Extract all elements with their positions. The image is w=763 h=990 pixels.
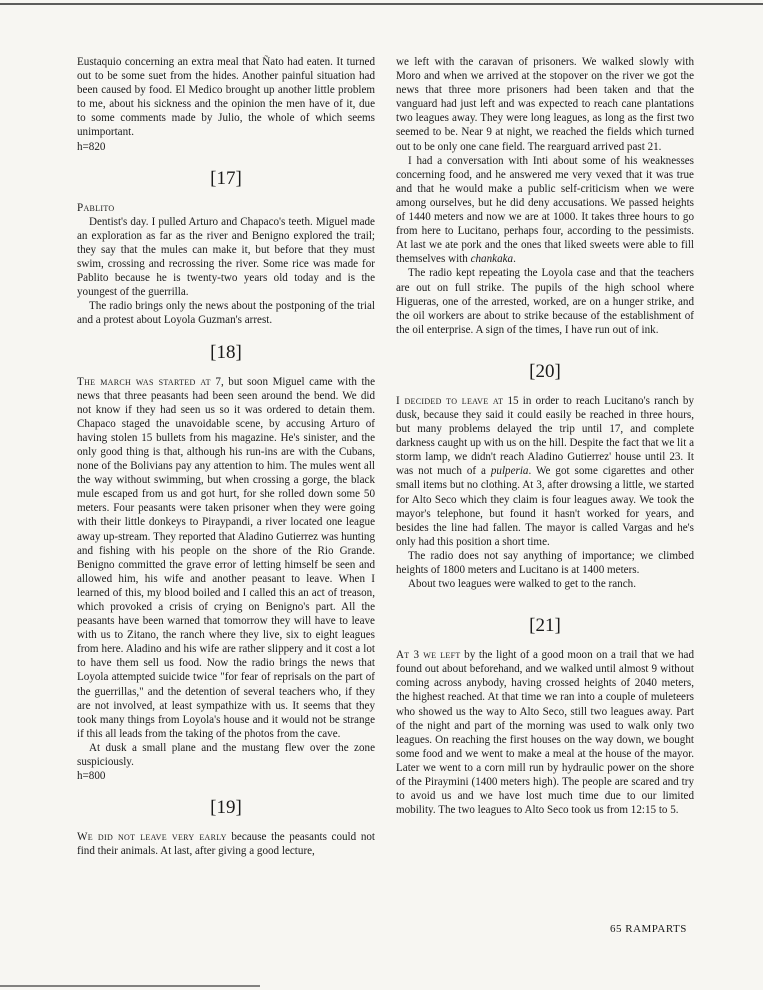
- entry-heading-20: [20]: [529, 360, 561, 382]
- paragraph-text: because the peasants could not find their animals. At last, after giving a good lecture,: [77, 831, 375, 858]
- scan-bottom-rule: [0, 985, 260, 987]
- paragraph: About two leagues were walked to get to the ranch.: [408, 578, 636, 591]
- lead-in: I decided to leave at: [396, 394, 504, 407]
- paragraph: The radio brings only the news about the postponing of the trial and a protest about Loyola Guzman's arrest.: [77, 300, 375, 327]
- page-folio: 65 RAMPARTS: [610, 923, 687, 935]
- paragraph-text: by the light of a good moon on a trail that we had found out about beforehand, and we walked until almost 9 without coming across anybody, having crossed heights of 2040 meters, the highest reached. At that time we ran into a couple of muleteers who showed us the way to Alto Seco, still two leagues away. Part of the night and part of the morning was used to walk only two leagues. On reaching the first houses on the way down, we bought some food and we went to make a meal at the house of the mayor. Later we went to a corn mill run by hydraulic power on the shore of the Piraymini (1400 meters high). The people are scared and try to avoid us and we have lost much time due to our limited mobility. The two leagues to Alto Seco took us from 12:15 to 5.: [396, 649, 694, 817]
- paragraph: [77, 830, 375, 858]
- paragraph: Dentist's day. I pulled Arturo and Chapaco's teeth. Miguel made an exploration as far as the river and Benigno explored the trail; they say that the mules can make it, but before that they must swim, crossing and recrossing the river. Some rice was made for Pablito because he is twenty-two years old today and is the youngest of the guerrilla.: [77, 215, 375, 299]
- italic-term: pulperia: [490, 465, 529, 478]
- entry-heading-19: [19]: [210, 797, 242, 819]
- left-column: [77, 55, 375, 858]
- paragraph: Eustaquio concerning an extra meal that Ñato had eaten. It turned out to be some suet from the hides. Another painful situation had been caused by food. El Medico brought up another little problem to me, about his sickness and the opinion the men have of it, due to some comments made by Julio, the whole of which seems unimportant.: [77, 56, 375, 139]
- entry-heading-21: [21]: [529, 615, 561, 637]
- italic-term: chankaka: [470, 253, 514, 266]
- entry-heading-18: [18]: [210, 341, 242, 363]
- lead-in: The march was started at: [77, 375, 211, 388]
- lead-in: At 3 we left: [396, 649, 461, 662]
- paragraph: [77, 375, 375, 741]
- paragraph: [396, 154, 694, 267]
- scan-top-rule: [0, 3, 763, 5]
- paragraph: [396, 394, 694, 549]
- paragraph-text: . We got some cigarettes and other small items but no clothing. At 3, after drowsing a little, we started for Alto Seco which they claim is four leagues away. We took the mayor's telephone, but found it hasn't worked for years, and besides the line had fallen. The mayor is called Vargas and he's only had this position a short time.: [396, 465, 694, 548]
- paragraph-text: 15 in order to reach Lucitano's ranch by dusk, because they said it could easily be reached in three hours, but many problems delayed the trip until 17, and complete darkness caught up with us on the hill. Despite the fact that we lit a storm lamp, we didn't reach Aladino Gutierrez' house until 23. It was not much of a: [396, 394, 694, 478]
- entry-heading-17: [17]: [210, 167, 242, 189]
- paragraph: The radio does not say anything of importance; we climbed heights of 1800 meters and Lucitano is at 1400 meters.: [396, 549, 694, 576]
- paragraph-text: I had a conversation with Inti about some of his weaknesses concerning food, and he answered me very vexed that it was true and that he would make a public self-criticism when we were among ourselves, but he did deny accusations. We passed heights of 1440 meters and now we are at 1000. It takes three hours to go from here to Lucitano, perhaps four, according to the pessimists. At last we ate pork and the ones that liked sweets were able to fill themselves with: [396, 154, 694, 266]
- altitude-note: h=820: [77, 140, 106, 153]
- altitude-note: h=800: [77, 770, 106, 783]
- punctuation: .: [513, 253, 516, 266]
- paragraph: [396, 648, 694, 817]
- paragraph-text: 7, but soon Miguel came with the news that three peasants had been seen around the bend. We did not know if they had seen us so it was ordered to detain them. Chapaco staged the unavoidable scene, by accusing Arturo of having stolen 15 bullets from his magazine. He's sinister, and the only good thing is that, although his run-ins are with the Cubans, none of the Bolivians pay any attention to him. The mules went all the way without swimming, but when crossing a gorge, the black mule escaped from us and got hurt, for she rolled down some 50 meters. Four peasants were taken prisoner when they were going with their little donkeys to Piraypandi, a river located one league away up-stream. They reported that Aladino Gutierrez was hunting and fishing with his people on the shore of the Rio Grande. Benigno committed the grave error of letting himself be seen and allowed him, his wife and another peasant to leave. When I learned of this, my blood boiled and I called this an act of treason, which provoked a crisis of crying on Benigno's part. All the peasants have been warned that tomorrow they will have to leave with us to Zitano, the ranch where they live, six to eight leagues from here. Aladino and his wife are rather slippery and it cost a lot to have them sell us food. Now the radio brings the news that Loyola attempted suicide twice "for fear of reprisals on the part of the guerrillas," and the detention of several teachers who, if they are not involved, at least sympathize with us. It seems that they took many things from Loyola's house and it would not be strange if this all leads from the taking of the photos from the cave.: [77, 375, 376, 740]
- paragraph: The radio kept repeating the Loyola case and that the teachers are out on full strike. The pupils of the high school where Higueras, one of the arrested, worked, are on a hunger strike, and the oil workers are about to strike because of the establishment of the oil enterprise. A sign of the times, I have run out of ink.: [396, 267, 694, 336]
- paragraph: we left with the caravan of prisoners. We walked slowly with Moro and when we arrived at the stopover on the river we got the news that three more prisoners had been taken and that the vanguard had just left and was expected to reach cane plantations two leagues away. They were long leagues, as long as the first two seemed to be. Near 9 at night, we reached the fields which turned out to be only one cane field. The rearguard arrived past 21.: [396, 56, 694, 153]
- lead-in: We did not leave very early: [77, 831, 227, 844]
- right-column: [396, 55, 694, 817]
- entry-subtitle: Pablito: [77, 201, 115, 214]
- paragraph: At dusk a small plane and the mustang flew over the zone suspiciously.: [77, 741, 375, 769]
